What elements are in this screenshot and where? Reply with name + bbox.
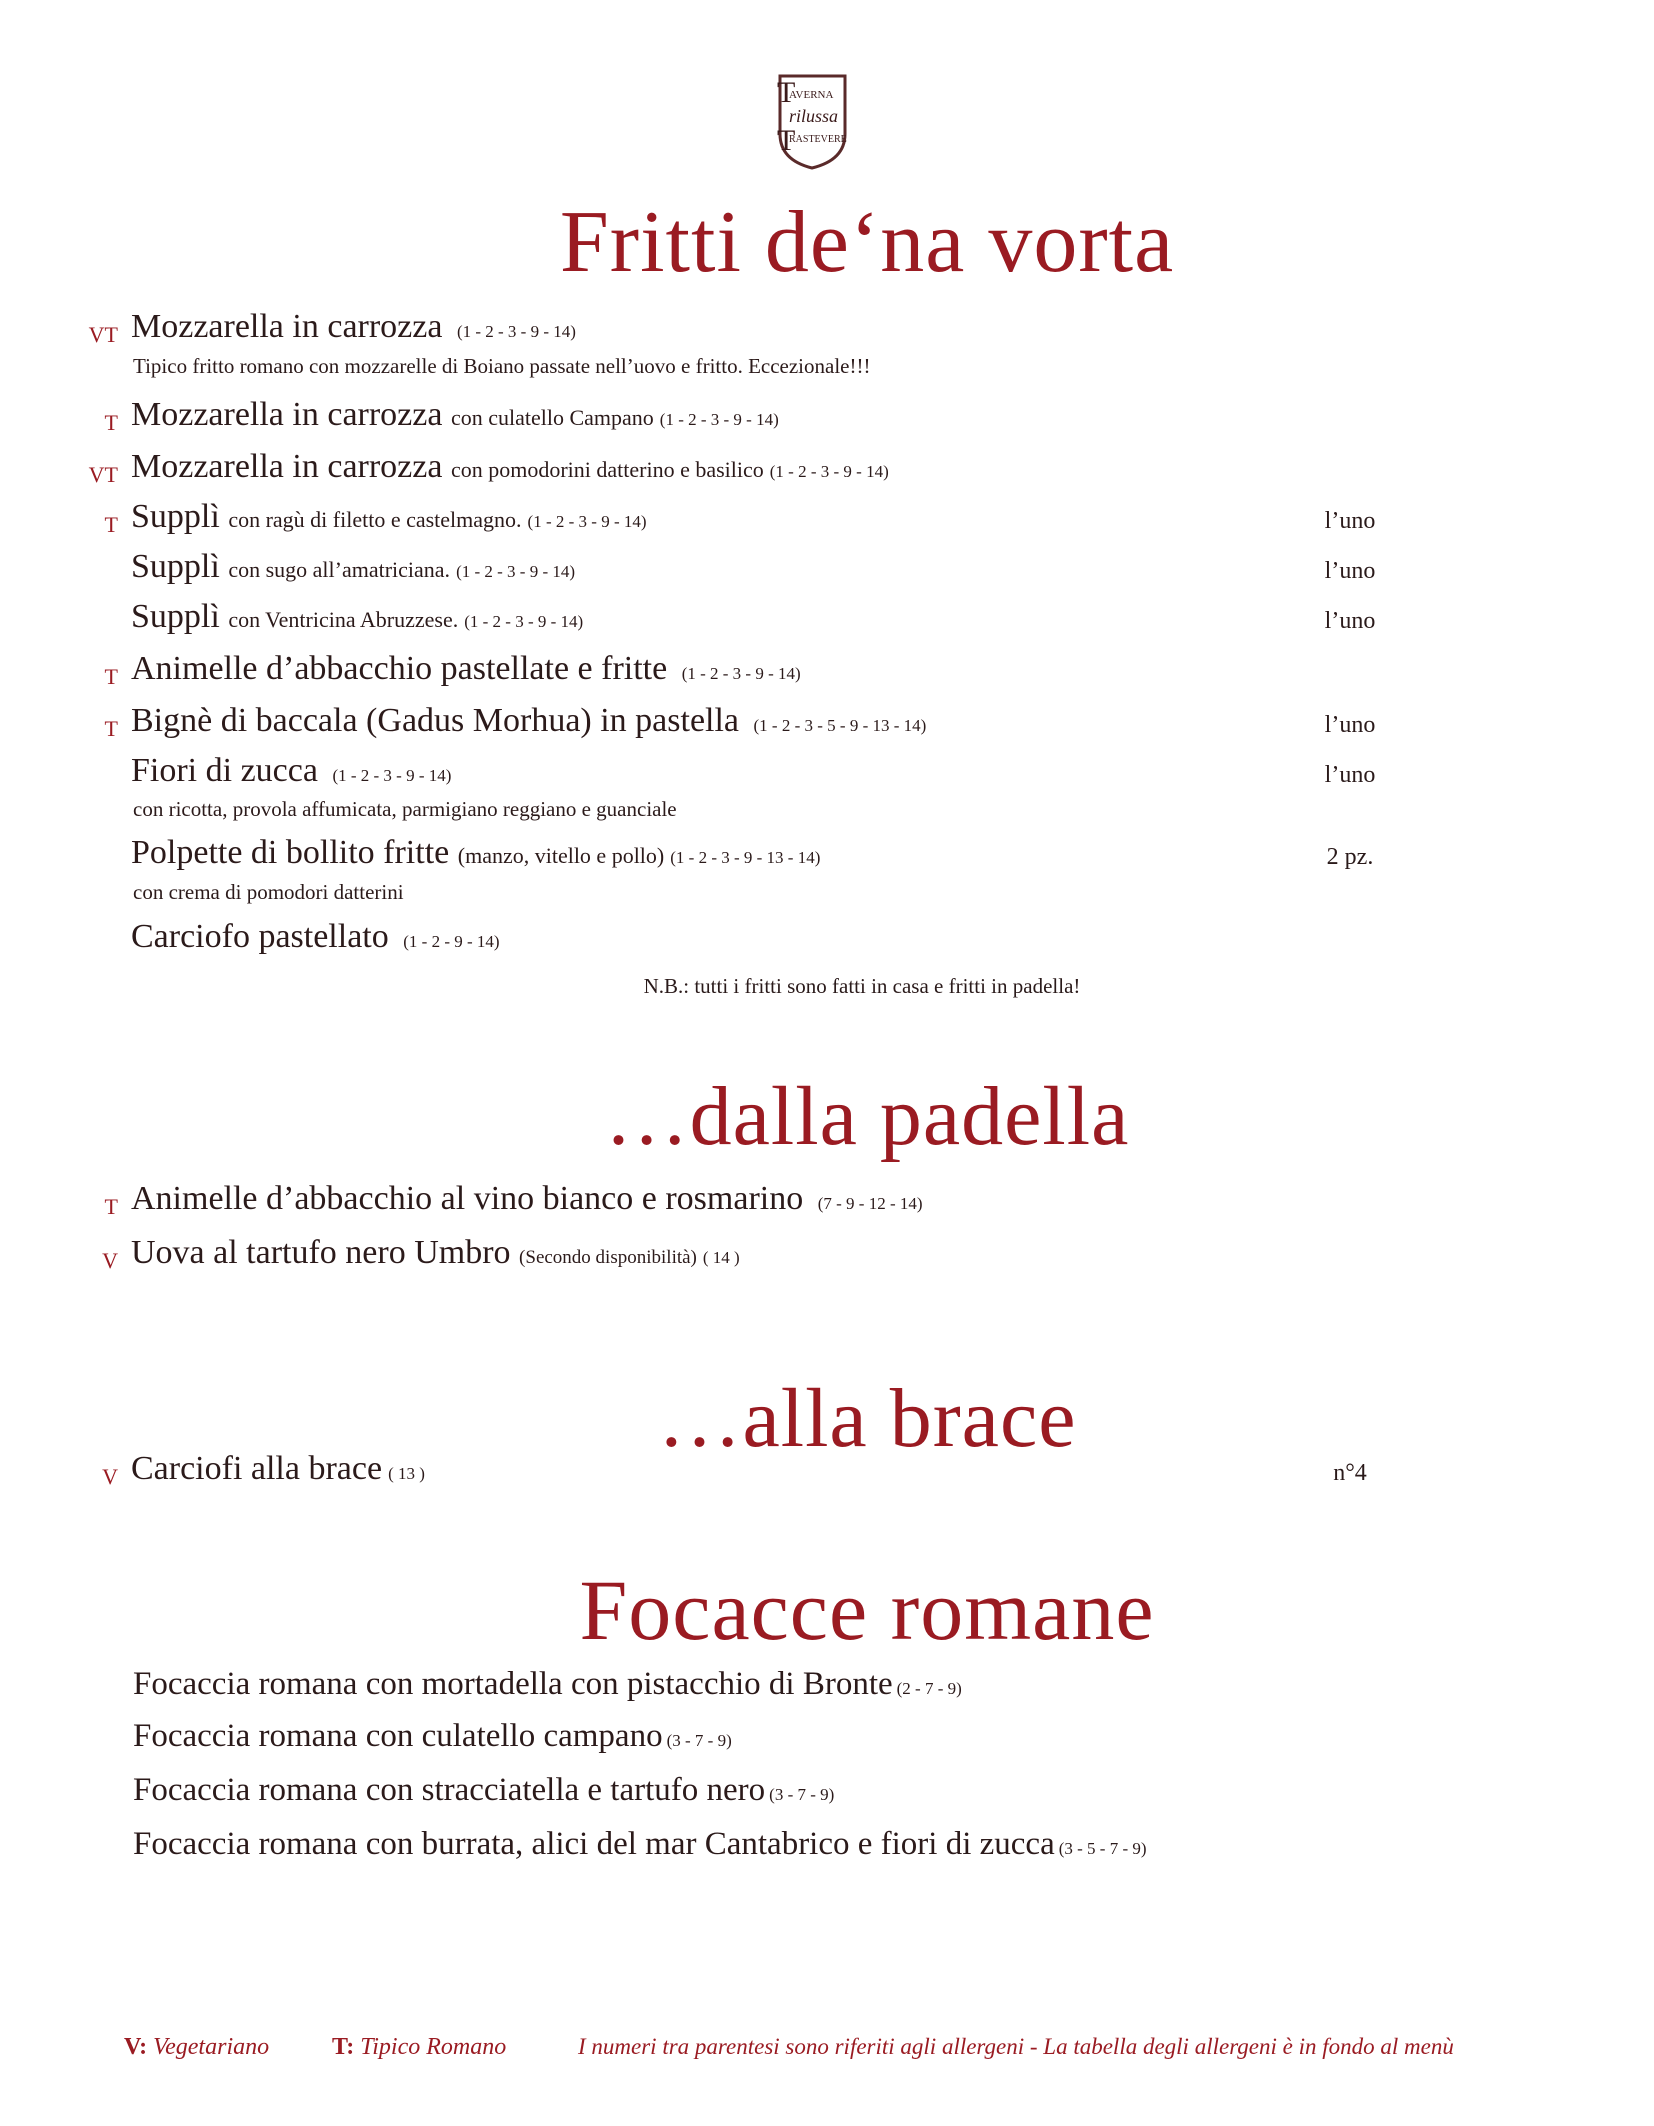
dish-price: n°4	[1333, 1460, 1367, 1486]
dish-extra: con ragù di filetto e castelmagno.	[228, 507, 522, 532]
section-title-padella: …dalla padella	[604, 1070, 1130, 1163]
dish-allergens: (1 - 2 - 3 - 9 - 14)	[659, 410, 779, 429]
menu-item	[0, 1180, 1654, 1224]
dish-allergens: ( 14 )	[702, 1248, 740, 1267]
logo-line-2: rilussa	[789, 106, 839, 126]
dish-allergens: (3 - 7 - 9)	[769, 1785, 835, 1804]
dish-title: Mozzarella in carrozza	[131, 448, 443, 485]
dish-allergens: (1 - 2 - 3 - 9 - 14)	[527, 512, 647, 531]
dish-title: Focaccia romana con burrata, alici del mar Cantabrico e fiori di zucca	[133, 1826, 1055, 1862]
section-title-brace: …alla brace	[657, 1372, 1077, 1465]
dish-title: Polpette di bollito fritte	[131, 834, 450, 871]
item-mark: VT	[88, 322, 118, 347]
item-mark: V	[102, 1248, 118, 1273]
dish-name	[131, 548, 575, 586]
dish-allergens: (1 - 2 - 3 - 9 - 14)	[332, 766, 452, 785]
dish-description: con ricotta, provola affumicata, parmigiano reggiano e guanciale	[133, 797, 677, 821]
dish-allergens: (1 - 2 - 3 - 5 - 9 - 13 - 14)	[753, 716, 927, 735]
logo-line-1: AVERNA	[789, 89, 834, 101]
dish-price: l’uno	[1324, 508, 1376, 534]
menu-item	[0, 308, 1654, 352]
focaccia-item	[133, 1718, 732, 1755]
dish-extra: con culatello Campano	[450, 405, 654, 430]
menu-item	[0, 498, 1654, 542]
item-mark: T	[104, 1194, 118, 1219]
dish-title: Fiori di zucca	[131, 752, 318, 789]
dish-title: Focaccia romana con culatello campano	[133, 1718, 663, 1754]
dish-extra: (Secondo disponibilità)	[519, 1247, 697, 1268]
dish-allergens: (1 - 2 - 9 - 14)	[403, 932, 500, 951]
fritti-note: N.B.: tutti i fritti sono fatti in casa e fritti in padella!	[643, 974, 1081, 998]
dish-allergens: (1 - 2 - 3 - 9 - 14)	[456, 322, 576, 341]
dish-name	[131, 448, 889, 486]
dish-price: l’uno	[1324, 762, 1376, 788]
dish-title: Supplì	[131, 548, 220, 585]
dish-price: l’uno	[1324, 558, 1376, 584]
dish-name	[131, 650, 801, 688]
dish-name	[131, 918, 500, 956]
dish-name	[131, 498, 647, 536]
dish-price: 2 pz.	[1326, 844, 1374, 870]
menu-item	[0, 752, 1654, 796]
item-mark: VT	[88, 462, 118, 487]
menu-item	[0, 834, 1654, 878]
dish-name	[131, 702, 926, 740]
dish-name	[131, 396, 779, 434]
dish-extra: con Ventricina Abruzzese.	[228, 607, 459, 632]
focaccia-item	[133, 1826, 1147, 1863]
dish-description: Tipico fritto romano con mozzarelle di Boiano passate nell’uovo e fritto. Eccezionale!!!	[133, 354, 871, 378]
legend-v-key: V:	[124, 2034, 148, 2060]
dish-allergens: (1 - 2 - 3 - 9 - 14)	[681, 664, 801, 683]
legend-v-label: Vegetariano	[153, 2034, 270, 2060]
focaccia-item	[133, 1666, 962, 1703]
dish-allergens: (2 - 7 - 9)	[896, 1679, 962, 1698]
legend-vegetarian	[124, 2034, 269, 2061]
svg-text:T: T	[777, 76, 796, 109]
dish-extra: (manzo, vitello e pollo)	[457, 843, 665, 868]
menu-item	[0, 650, 1654, 694]
focaccia-item	[133, 1772, 834, 1809]
dish-allergens: (1 - 2 - 3 - 9 - 14)	[456, 562, 576, 581]
dish-name	[131, 1450, 425, 1488]
menu-item	[0, 396, 1654, 440]
legend-footer	[0, 2034, 1654, 2070]
dish-allergens: ( 13 )	[388, 1464, 425, 1483]
dish-allergens: (3 - 5 - 7 - 9)	[1058, 1839, 1147, 1858]
dish-description: con crema di pomodori datterini	[133, 880, 404, 904]
legend-typical	[332, 2034, 506, 2061]
logo-crest-icon	[775, 72, 925, 172]
dish-allergens: (1 - 2 - 3 - 9 - 13 - 14)	[670, 848, 821, 867]
menu-item	[0, 918, 1654, 962]
menu-item	[0, 448, 1654, 492]
dish-title: Focaccia romana con stracciatella e tartufo nero	[133, 1772, 766, 1808]
dish-title: Supplì	[131, 498, 220, 535]
dish-allergens: (1 - 2 - 3 - 9 - 14)	[464, 612, 584, 631]
dish-title: Supplì	[131, 598, 220, 635]
svg-text:T: T	[777, 124, 796, 157]
dish-title: Uova al tartufo nero Umbro	[131, 1234, 511, 1271]
item-mark: T	[104, 716, 118, 741]
item-mark: V	[102, 1464, 118, 1489]
dish-extra: con sugo all’amatriciana.	[228, 557, 451, 582]
dish-allergens: (1 - 2 - 3 - 9 - 14)	[769, 462, 889, 481]
dish-allergens: (3 - 7 - 9)	[666, 1731, 732, 1750]
dish-name	[131, 308, 576, 346]
dish-title: Animelle d’abbacchio al vino bianco e rosmarino	[131, 1180, 804, 1217]
dish-name	[131, 834, 820, 872]
item-mark: T	[104, 410, 118, 435]
menu-item	[0, 548, 1654, 592]
menu-item	[0, 1450, 1654, 1494]
dish-price: l’uno	[1324, 608, 1376, 634]
dish-name	[131, 1180, 923, 1218]
menu-item	[0, 702, 1654, 746]
legend-t-key: T:	[332, 2034, 355, 2060]
restaurant-logo	[775, 72, 925, 172]
item-mark: T	[104, 512, 118, 537]
dish-name	[131, 598, 583, 636]
logo-line-3: RASTEVERE	[789, 134, 847, 145]
dish-extra: con pomodorini datterino e basilico	[450, 457, 764, 482]
item-mark: T	[104, 664, 118, 689]
dish-allergens: (7 - 9 - 12 - 14)	[817, 1194, 923, 1213]
dish-name	[131, 1234, 740, 1272]
dish-title: Carciofo pastellato	[131, 918, 389, 955]
dish-title: Mozzarella in carrozza	[131, 396, 443, 433]
legend-allergen-note: I numeri tra parentesi sono riferiti agli allergeni - La tabella degli allergeni è in fondo al menù	[578, 2034, 1454, 2059]
dish-title: Bignè di baccala (Gadus Morhua) in pastella	[131, 702, 740, 739]
dish-name	[131, 752, 451, 790]
dish-price: l’uno	[1324, 712, 1376, 738]
legend-t-label: Tipico Romano	[360, 2034, 507, 2060]
dish-title: Carciofi alla brace	[131, 1450, 383, 1487]
dish-title: Focaccia romana con mortadella con pistacchio di Bronte	[133, 1666, 893, 1702]
dish-title: Mozzarella in carrozza	[131, 308, 443, 345]
section-title-fritti: Fritti de‘na vorta	[559, 194, 1175, 291]
dish-title: Animelle d’abbacchio pastellate e fritte	[131, 650, 668, 687]
menu-item	[0, 1234, 1654, 1278]
section-title-focacce: Focacce romane	[579, 1562, 1155, 1658]
menu-item	[0, 598, 1654, 642]
